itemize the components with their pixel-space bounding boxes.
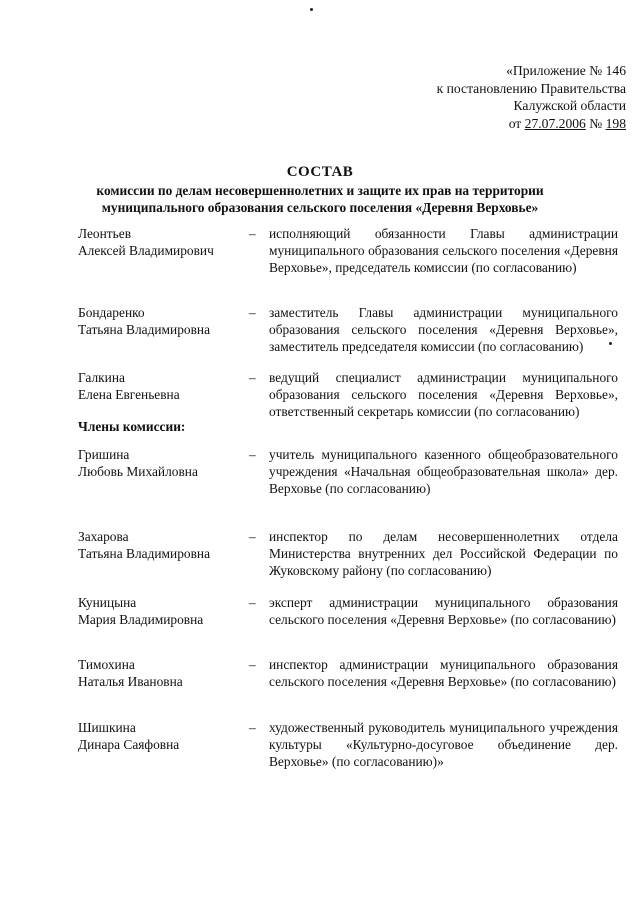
appendix-reference <box>437 62 626 132</box>
number-sign: № <box>585 115 606 131</box>
member-name <box>78 719 248 753</box>
dash-separator: – <box>249 529 256 544</box>
member-given-name: Татьяна Владимировна <box>78 546 211 561</box>
dash-separator: – <box>249 447 256 462</box>
member-surname: Леонтьев <box>78 226 132 241</box>
title-main: СОСТАВ <box>286 164 354 180</box>
dash-separator: – <box>249 595 256 610</box>
member-given-name: Мария Владимировна <box>78 612 204 627</box>
member-name <box>78 656 248 690</box>
dash-separator: – <box>249 226 256 241</box>
member-role: учитель муниципального казенного общеобразовательного учреждения «Начальная общеобразовательная школа» дер. Верховье (по согласованию) <box>269 447 618 496</box>
member-role: художественный руководитель муниципального учреждения культуры «Культурно-досуговое объединение дер. Верховье» (по согласованию)» <box>269 720 618 769</box>
dash-separator: – <box>249 657 256 672</box>
members-heading: Члены комиссии: <box>78 419 186 434</box>
dash-separator: – <box>249 370 256 385</box>
appendix-date-line <box>437 115 626 133</box>
member-given-name: Алексей Владимирович <box>78 243 214 258</box>
member-surname: Шишкина <box>78 720 136 735</box>
member-surname: Галкина <box>78 370 125 385</box>
member-surname: Куницына <box>78 595 137 610</box>
title-sub-line: муниципального образования сельского поселения «Деревня Верховье» <box>101 200 539 215</box>
date-prefix: от <box>508 115 525 131</box>
member-name <box>78 225 248 259</box>
member-surname: Тимохина <box>78 657 135 672</box>
member-given-name: Динара Саяфовна <box>78 737 180 752</box>
member-name <box>78 304 248 338</box>
appendix-line: к постановлению Правительства <box>436 80 626 96</box>
member-name <box>78 594 248 628</box>
scan-speck <box>310 8 313 11</box>
title-sub-line: комиссии по делам несовершеннолетних и защите их прав на территории <box>96 183 544 198</box>
appendix-line: «Приложение № 146 <box>506 63 626 78</box>
member-given-name: Любовь Михайловна <box>78 464 198 479</box>
member-given-name: Татьяна Владимировна <box>78 322 211 337</box>
member-role: инспектор по делам несовершеннолетних отдела Министерства внутренних дел Российской Федерации по Жуковскому району (по согласованию) <box>269 529 618 578</box>
member-name <box>78 369 248 403</box>
member-given-name: Наталья Ивановна <box>78 674 183 689</box>
member-surname: Бондаренко <box>78 305 145 320</box>
member-role: заместитель Главы администрации муниципального образования сельского поселения «Деревня Верховье», заместитель председателя комиссии (по согласованию) <box>269 305 618 354</box>
document-title <box>0 163 640 216</box>
member-role: исполняющий обязанности Главы администрации муниципального образования сельского поселения «Деревня Верховье», председатель комиссии (по согласованию) <box>269 226 618 275</box>
appendix-number: 198 <box>605 115 626 131</box>
appendix-date: 27.07.2006 <box>524 115 586 131</box>
member-role: инспектор администрации муниципального образования сельского поселения «Деревня Верховье» (по согласованию) <box>269 657 618 689</box>
member-surname: Захарова <box>78 529 129 544</box>
dash-separator: – <box>249 720 256 735</box>
member-name <box>78 446 248 480</box>
appendix-line: Калужской области <box>513 98 626 113</box>
member-role: ведущий специалист администрации муниципального образования сельского поселения «Деревня Верховье», ответственный секретарь комиссии (по согласованию) <box>269 370 618 419</box>
dash-separator: – <box>249 305 256 320</box>
member-surname: Гришина <box>78 447 130 462</box>
member-role: эксперт администрации муниципального образования сельского поселения «Деревня Верховье» (по согласованию) <box>269 595 618 627</box>
member-given-name: Елена Евгеньевна <box>78 387 180 402</box>
member-name <box>78 528 248 562</box>
